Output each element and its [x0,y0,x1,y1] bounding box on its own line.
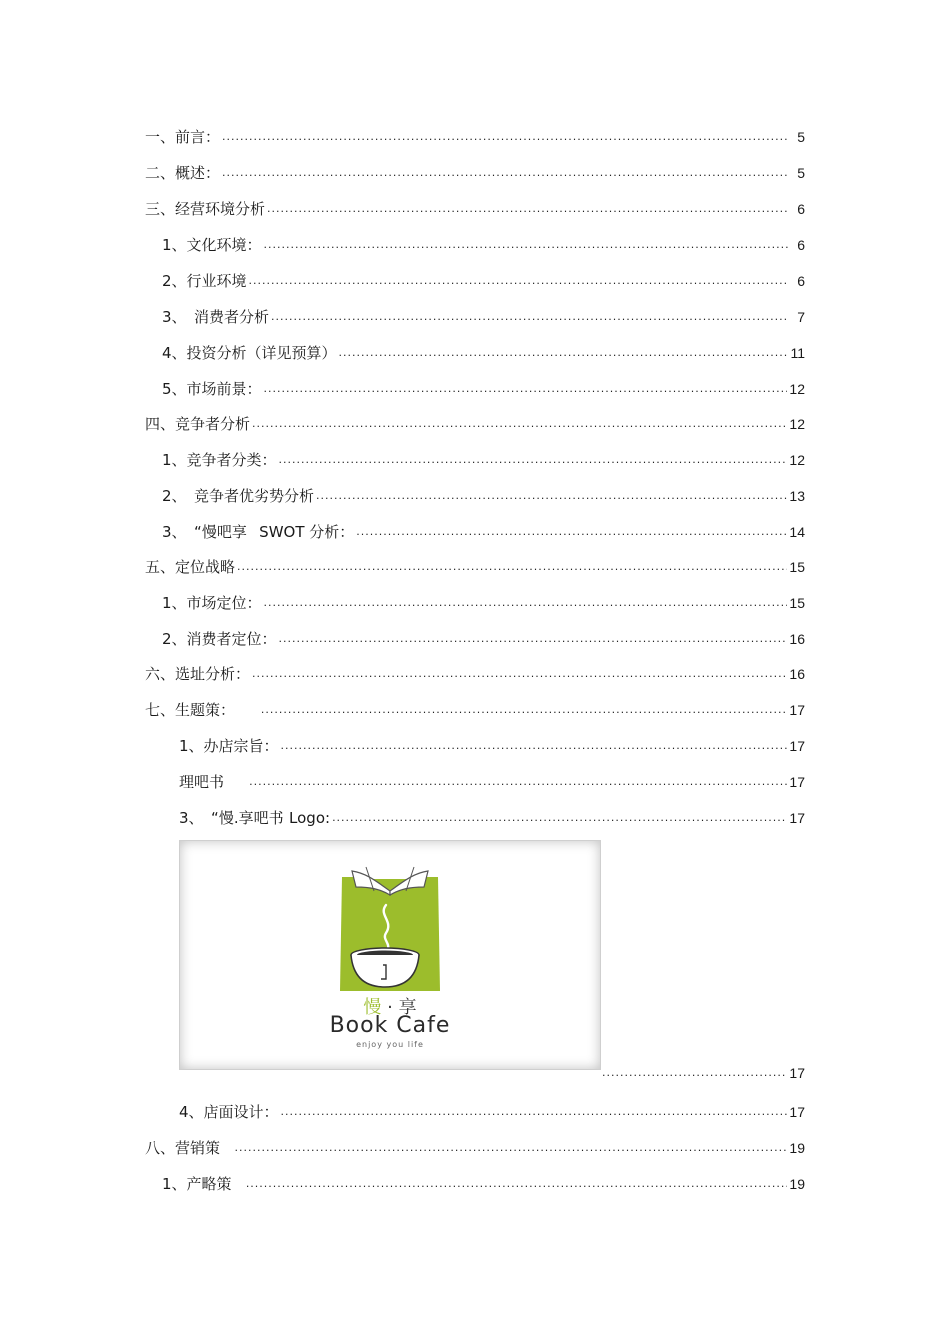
toc-entry-page: 12 [789,416,805,432]
dot-leader [264,380,788,398]
toc-entry-page: 17 [789,702,805,718]
toc-entry-label: 3、 “慢吧享 [162,523,247,541]
toc-entry[interactable] [145,697,805,719]
toc-entry-label: 二、概述： [145,164,221,182]
toc-entry-label: 4、投资分析（详见预算） [162,344,337,362]
toc-entry[interactable] [162,232,805,254]
dot-leader [261,701,788,719]
toc-entry-page: 15 [789,595,805,611]
toc-entry-page: 16 [789,666,805,682]
toc-entry-label-suffix: Logo: [289,809,331,827]
logo-char-1: 慢 [363,997,382,1018]
dot-leader [246,1175,788,1193]
dot-leader [249,272,789,290]
toc-entry-page: 17 [789,1104,805,1120]
dot-leader [339,344,789,362]
toc-entry-label: 2、消费者定位： [162,630,277,648]
toc-entry-label: 三、经营环境分析 [145,200,266,218]
toc-entry[interactable] [145,124,805,146]
logo-image [179,840,601,1070]
toc-entry[interactable] [145,411,805,433]
dot-leader [316,487,787,505]
dot-leader [252,415,787,433]
dot-leader [264,236,789,254]
toc-entry-page: 17 [789,774,805,790]
toc-entry-label: 4、店面设计： [179,1103,279,1121]
dot-leader [281,737,788,755]
dot-leader [281,1103,788,1121]
toc-entry-page: 6 [797,237,805,253]
toc-entry-page: 15 [789,559,805,575]
dot-leader [249,773,787,791]
toc-entry-label: 2、 竞争者优劣势分析 [162,487,315,505]
toc-entry-page: 12 [789,381,805,397]
dot-leader [267,200,789,218]
toc-entry-label: 八、营销策 [145,1139,221,1157]
dot-leader [332,809,787,827]
dot-leader [235,1139,788,1157]
toc-entry-label: 3、 消费者分析 [162,308,270,326]
toc-entry-page: 14 [789,524,805,540]
logo-char-2: 享 [398,997,417,1018]
toc-entry-label: 理吧书 [179,773,225,791]
dot-leader [356,523,787,541]
toc-entry[interactable] [162,376,805,398]
toc-entry-label: 四、竞争者分析 [145,415,251,433]
toc-entry-page: 5 [797,165,805,181]
logo-dot: · [387,997,393,1018]
toc-entry-page: 17 [789,810,805,826]
toc-entry[interactable] [179,805,805,827]
toc-entry-label: 1、竞争者分类： [162,451,277,469]
dot-leader [602,1064,787,1082]
toc-entry-page: 17 [789,1065,805,1081]
toc-entry[interactable] [162,304,805,326]
dot-leader [222,164,789,182]
toc-entry[interactable] [179,769,805,791]
toc-entry-page: 13 [789,488,805,504]
toc-entry-page: 19 [789,1176,805,1192]
toc-entry-page: 6 [797,201,805,217]
toc-entry[interactable] [162,519,805,541]
toc-entry-label-suffix: SWOT 分析： [259,523,355,541]
toc-entry[interactable] [162,447,805,469]
toc-entry-label: 六、选址分析： [145,665,251,683]
toc-entry[interactable] [600,1060,805,1082]
toc-entry[interactable] [179,733,805,755]
toc-entry-page: 5 [797,129,805,145]
toc-entry[interactable] [179,1099,805,1121]
toc-entry[interactable] [162,340,805,362]
toc-entry-label: 2、行业环境 [162,272,247,290]
toc-entry[interactable] [162,590,805,612]
toc-entry-label: 1、文化环境： [162,236,262,254]
toc-entry[interactable] [145,554,805,576]
toc-entry-page: 7 [797,309,805,325]
dot-leader [222,128,789,146]
toc-entry[interactable] [162,483,805,505]
toc-entry-page: 19 [789,1140,805,1156]
toc-entry[interactable] [145,196,805,218]
toc-entry-label: 七、生题策： [145,701,236,719]
logo-english-name: Book Cafe [329,1013,451,1038]
toc-entry-page: 6 [797,273,805,289]
dot-leader [252,665,787,683]
dot-leader [279,630,788,648]
dot-leader [264,594,788,612]
logo-tagline: enjoy you life [356,1040,424,1049]
dot-leader [279,451,788,469]
toc-entry[interactable] [162,626,805,648]
toc-entry[interactable] [162,1171,805,1193]
toc-entry-label: 1、办店宗旨： [179,737,279,755]
toc-entry-label: 五、定位战略 [145,558,236,576]
toc-entry-label: 1、市场定位： [162,594,262,612]
toc-entry[interactable] [145,661,805,683]
toc-entry-page: 11 [790,345,805,361]
toc-entry-page: 17 [789,738,805,754]
toc-entry-label: 3、 “慢.享吧书 [179,809,284,827]
toc-entry-label: 一、前言： [145,128,221,146]
toc-entry-page: 16 [789,631,805,647]
dot-leader [237,558,787,576]
toc-entry[interactable] [145,160,805,182]
toc-entry[interactable] [162,268,805,290]
toc-entry-page: 12 [789,452,805,468]
dot-leader [271,308,789,326]
toc-entry[interactable] [145,1135,805,1157]
toc-entry-label: 5、市场前景： [162,380,262,398]
toc-entry-label: 1、产略策 [162,1175,232,1193]
